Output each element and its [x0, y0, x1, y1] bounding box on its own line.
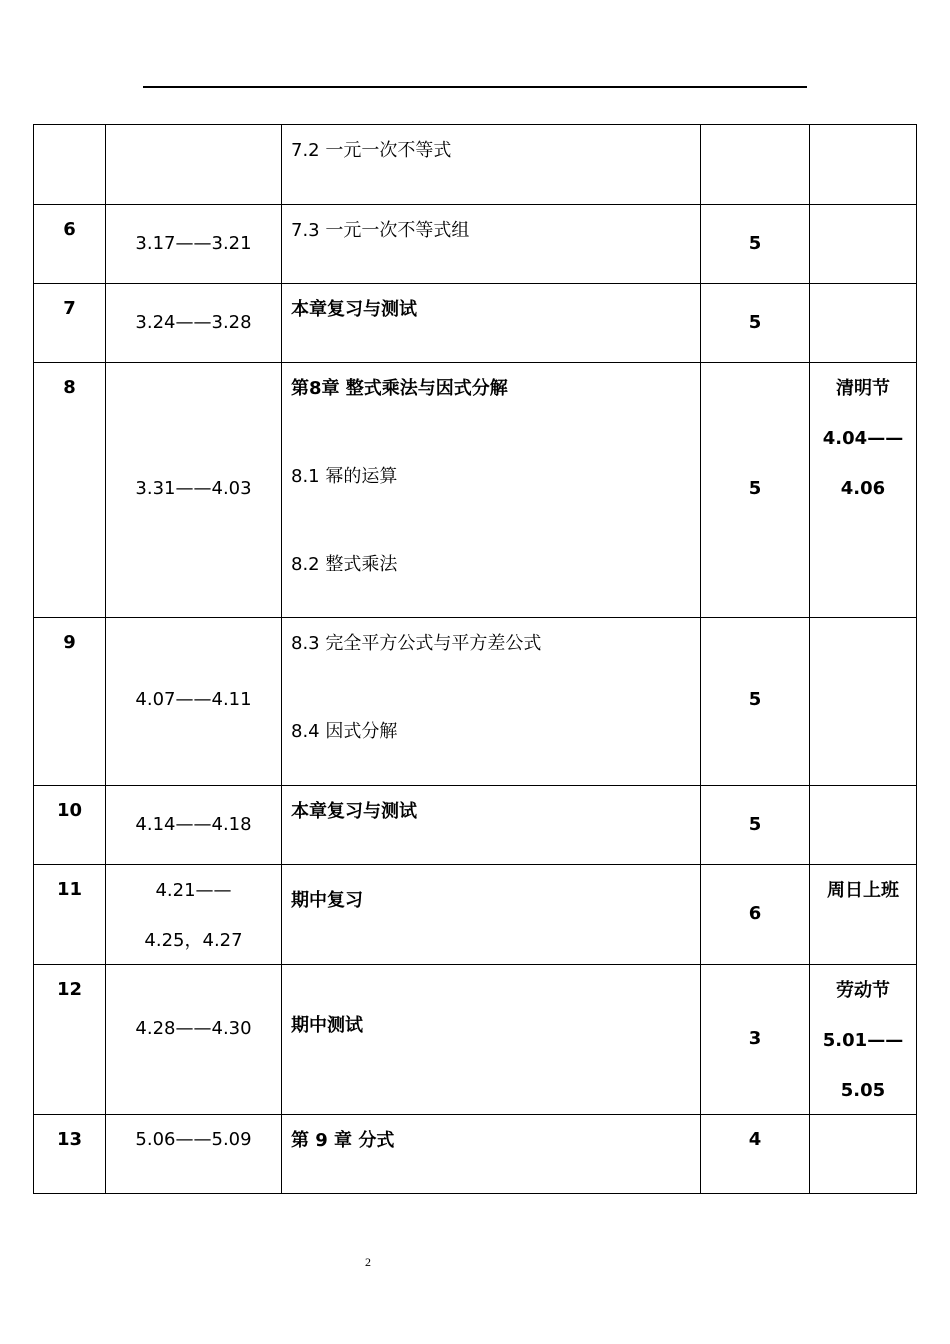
content-line: 8.1 幂的运算: [291, 466, 398, 487]
content-cell: [282, 865, 701, 965]
note-cell: [810, 125, 917, 205]
hours-cell: [701, 125, 810, 205]
content-line: 期中复习: [291, 890, 363, 911]
hours-cell: [701, 786, 810, 865]
page-number: 2: [365, 1255, 371, 1269]
note-cell: [810, 284, 917, 363]
date-range: 3.17——3.21: [135, 233, 252, 254]
date-cell: [106, 965, 282, 1115]
hours-value: 5: [748, 312, 762, 333]
content-cell: [282, 125, 701, 205]
week-cell: [34, 363, 106, 618]
table-row: [34, 205, 917, 284]
content-line: 本章复习与测试: [291, 801, 417, 822]
table-row: [34, 1115, 917, 1194]
chapter-title: 第 9 章 分式: [291, 1130, 395, 1151]
table-row: [34, 965, 917, 1115]
note-cell: [810, 205, 917, 284]
hours-value: 5: [748, 689, 762, 710]
date-cell: [106, 363, 282, 618]
week-cell: [34, 205, 106, 284]
holiday-name: 清明节: [836, 378, 890, 399]
holiday-date: 4.04——: [822, 428, 904, 449]
chapter-title: 第8章 整式乘法与因式分解: [291, 378, 508, 399]
week-cell: [34, 865, 106, 965]
hours-cell: [701, 205, 810, 284]
holiday-date: 4.06: [840, 478, 886, 499]
week-number: 9: [63, 632, 76, 653]
content-line: 7.2 一元一次不等式: [291, 140, 452, 161]
content-cell: [282, 284, 701, 363]
table-row: [34, 865, 917, 965]
note-text: 周日上班: [827, 880, 899, 901]
hours-value: 3: [748, 1028, 762, 1049]
date-range: 3.24——3.28: [135, 312, 252, 333]
hours-cell: [701, 1115, 810, 1194]
content-line: 8.2 整式乘法: [291, 554, 398, 575]
hours-value: 5: [748, 814, 762, 835]
hours-cell: [701, 284, 810, 363]
note-cell: [810, 1115, 917, 1194]
content-cell: [282, 205, 701, 284]
date-cell: [106, 1115, 282, 1194]
hours-cell: [701, 618, 810, 786]
content-line: 8.3 完全平方公式与平方差公式: [291, 633, 542, 654]
table-row: [34, 786, 917, 865]
note-cell: [810, 363, 917, 618]
week-number: 7: [63, 298, 76, 319]
week-cell: [34, 965, 106, 1115]
week-cell: [34, 284, 106, 363]
week-number: 8: [63, 377, 76, 398]
content-cell: [282, 786, 701, 865]
content-line: 7.3 一元一次不等式组: [291, 220, 470, 241]
holiday-date: 5.05: [840, 1080, 886, 1101]
content-line: 8.4 因式分解: [291, 721, 398, 742]
note-cell: [810, 786, 917, 865]
date-range: 4.28——4.30: [135, 1018, 252, 1039]
date-range: 4.07——4.11: [135, 689, 252, 710]
content-line: 本章复习与测试: [291, 299, 417, 320]
note-cell: [810, 618, 917, 786]
hours-value: 6: [748, 903, 762, 924]
week-number: 13: [56, 1129, 83, 1150]
week-number: 11: [56, 879, 83, 900]
table-row: [34, 618, 917, 786]
hours-value: 5: [748, 478, 762, 499]
content-cell: [282, 363, 701, 618]
table-row: [34, 363, 917, 618]
week-cell: [34, 786, 106, 865]
content-line: 期中测试: [291, 1015, 363, 1036]
hours-value: 5: [748, 233, 762, 254]
content-cell: [282, 965, 701, 1115]
note-cell: [810, 865, 917, 965]
week-cell: [34, 125, 106, 205]
date-cell: [106, 618, 282, 786]
holiday-name: 劳动节: [836, 980, 890, 1001]
hours-cell: [701, 965, 810, 1115]
date-range: 4.14——4.18: [135, 814, 252, 835]
table-row: [34, 284, 917, 363]
hours-cell: [701, 865, 810, 965]
date-cell: [106, 284, 282, 363]
week-number: 12: [56, 979, 83, 1000]
content-cell: [282, 618, 701, 786]
date-range: 3.31——4.03: [135, 478, 252, 499]
date-cell: [106, 205, 282, 284]
date-range: 5.06——5.09: [135, 1129, 252, 1150]
date-range: 4.21——: [155, 880, 232, 901]
schedule-table: [33, 124, 917, 1194]
week-number: 10: [56, 800, 83, 821]
hours-value: 4: [748, 1129, 762, 1150]
week-number: 6: [63, 219, 76, 240]
date-cell: [106, 125, 282, 205]
holiday-date: 5.01——: [822, 1030, 904, 1051]
content-cell: [282, 1115, 701, 1194]
date-cell: [106, 865, 282, 965]
hours-cell: [701, 363, 810, 618]
week-cell: [34, 1115, 106, 1194]
table-row: [34, 125, 917, 205]
week-cell: [34, 618, 106, 786]
date-range: 4.25，4.27: [144, 930, 243, 951]
header-rule: [143, 86, 807, 88]
note-cell: [810, 965, 917, 1115]
date-cell: [106, 786, 282, 865]
